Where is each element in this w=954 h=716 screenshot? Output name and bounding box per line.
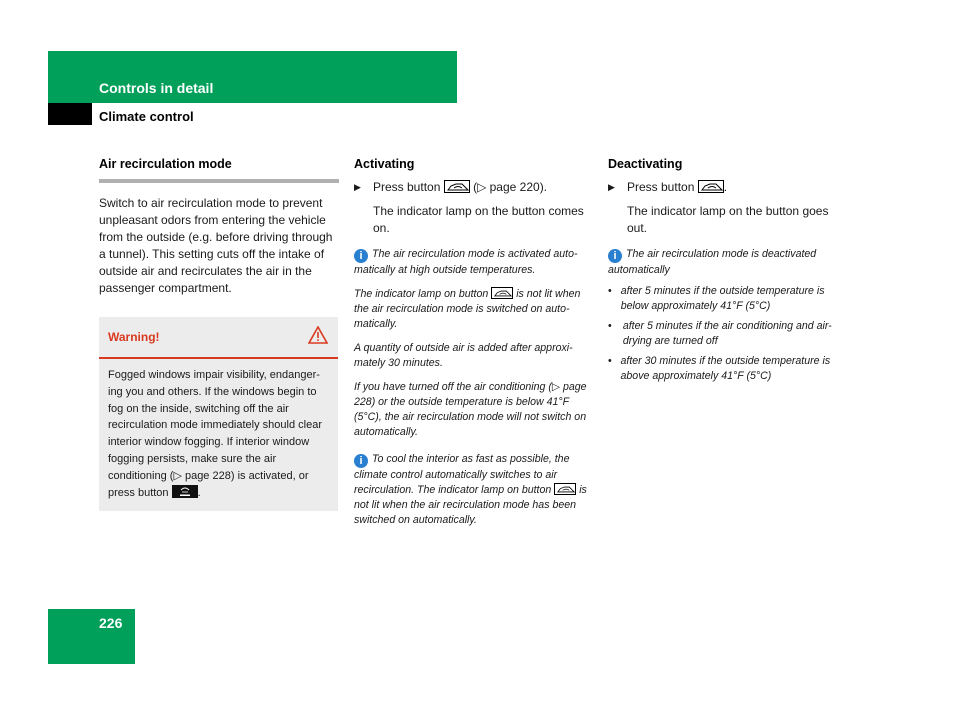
activate-note-2: The indicator lamp on button is not lit when the air recirculation mode is switched on auto-matically. xyxy=(354,288,581,330)
page-ref-arrow-icon: ▷ xyxy=(173,469,185,482)
info-icon: i xyxy=(354,454,368,468)
heading-deactivating: Deactivating xyxy=(608,157,683,171)
defrost-button-icon xyxy=(172,485,198,498)
warning-text-b: ) is activated, or press button xyxy=(108,469,309,499)
warning-header xyxy=(99,317,338,359)
deactivate-step-suffix: . xyxy=(723,180,728,194)
list-item: • after 30 minutes if the outside temperature is above approximately 41°F (5°C) xyxy=(608,355,831,382)
activate-note-1: i The air recirculation mode is activated auto-matically at high outside temperatures. xyxy=(354,248,578,276)
deactivate-step xyxy=(608,179,848,196)
recirculation-button-icon xyxy=(444,180,470,193)
section-tab-marker xyxy=(48,103,92,125)
list-item: • after 5 minutes if the air conditioning and air-drying are turned off xyxy=(608,320,832,347)
column-deactivating xyxy=(608,156,848,383)
column-activating xyxy=(354,156,594,528)
activate-step-suffix-b: ). xyxy=(539,180,548,194)
recirculation-button-icon xyxy=(554,483,576,495)
warning-text xyxy=(99,359,338,511)
warning-page-ref: page 228 xyxy=(184,469,231,482)
column-air-recirculation xyxy=(99,156,339,511)
deactivate-note: i The air recirculation mode is deactivated automatically xyxy=(608,248,817,276)
warning-text-a: Fogged windows impair visibility, endanger-ing you and others. If the windows begin to fog on the inside, switching off the air recirculation mode immediately should clear interior window fogging. If interior window fogging persists, make sure the air conditioning ( xyxy=(108,369,322,482)
warning-triangle-icon xyxy=(308,326,328,349)
page-number: 226 xyxy=(99,615,123,631)
page-ref-arrow-icon: ▷ xyxy=(477,180,490,194)
activate-step-ref: page 220 xyxy=(489,180,540,194)
list-item: • after 5 minutes if the outside temperature is below approximately 41°F (5°C) xyxy=(608,285,825,312)
activate-note-4: If you have turned off the air conditioning (▷ page 228) or the outside temperature is below 41°F (5°C), the air recirculation mode will not switch on automatically. xyxy=(354,381,587,438)
info-icon: i xyxy=(354,249,368,263)
activate-note-5: i To cool the interior as fast as possible, the climate control automatically switches to air recirculation. The indicator lamp on button is not lit when the air recirculation mode has been switched on automatically. xyxy=(354,453,587,526)
warning-text-end: . xyxy=(197,486,201,499)
activate-note-3: A quantity of outside air is added after approxi-mately 30 minutes. xyxy=(354,342,573,369)
warning-box xyxy=(99,317,338,511)
recirculation-button-icon xyxy=(491,287,513,299)
heading-rule xyxy=(99,179,339,183)
step-arrow-icon: ▶ xyxy=(608,182,615,192)
section-title: Climate control xyxy=(99,109,194,124)
heading-activating: Activating xyxy=(354,157,415,171)
heading-air-recirculation: Air recirculation mode xyxy=(99,157,232,171)
info-icon: i xyxy=(608,249,622,263)
recirculation-button-icon xyxy=(698,180,724,193)
deactivate-result: The indicator lamp on the button goes out. xyxy=(627,204,829,235)
activate-result: The indicator lamp on the button comes on. xyxy=(373,204,584,235)
intro-paragraph: Switch to air recirculation mode to prevent unpleasant odors from entering the vehicle from the outside (e.g. before driving through a tunnel). This setting cuts off the intake of outside air and recirculates the air in the passenger compartment. xyxy=(99,196,333,295)
deactivate-step-prefix: Press button xyxy=(627,180,695,194)
activate-step-prefix: Press button xyxy=(373,180,441,194)
page-ref-arrow-icon: ▷ xyxy=(551,381,563,393)
step-arrow-icon: ▶ xyxy=(354,182,361,192)
deactivate-conditions-list xyxy=(608,284,848,383)
chapter-title: Controls in detail xyxy=(99,80,214,96)
warning-label: Warning! xyxy=(108,329,160,344)
activate-step-suffix-a: ( xyxy=(473,180,478,194)
activate-step xyxy=(354,179,594,196)
